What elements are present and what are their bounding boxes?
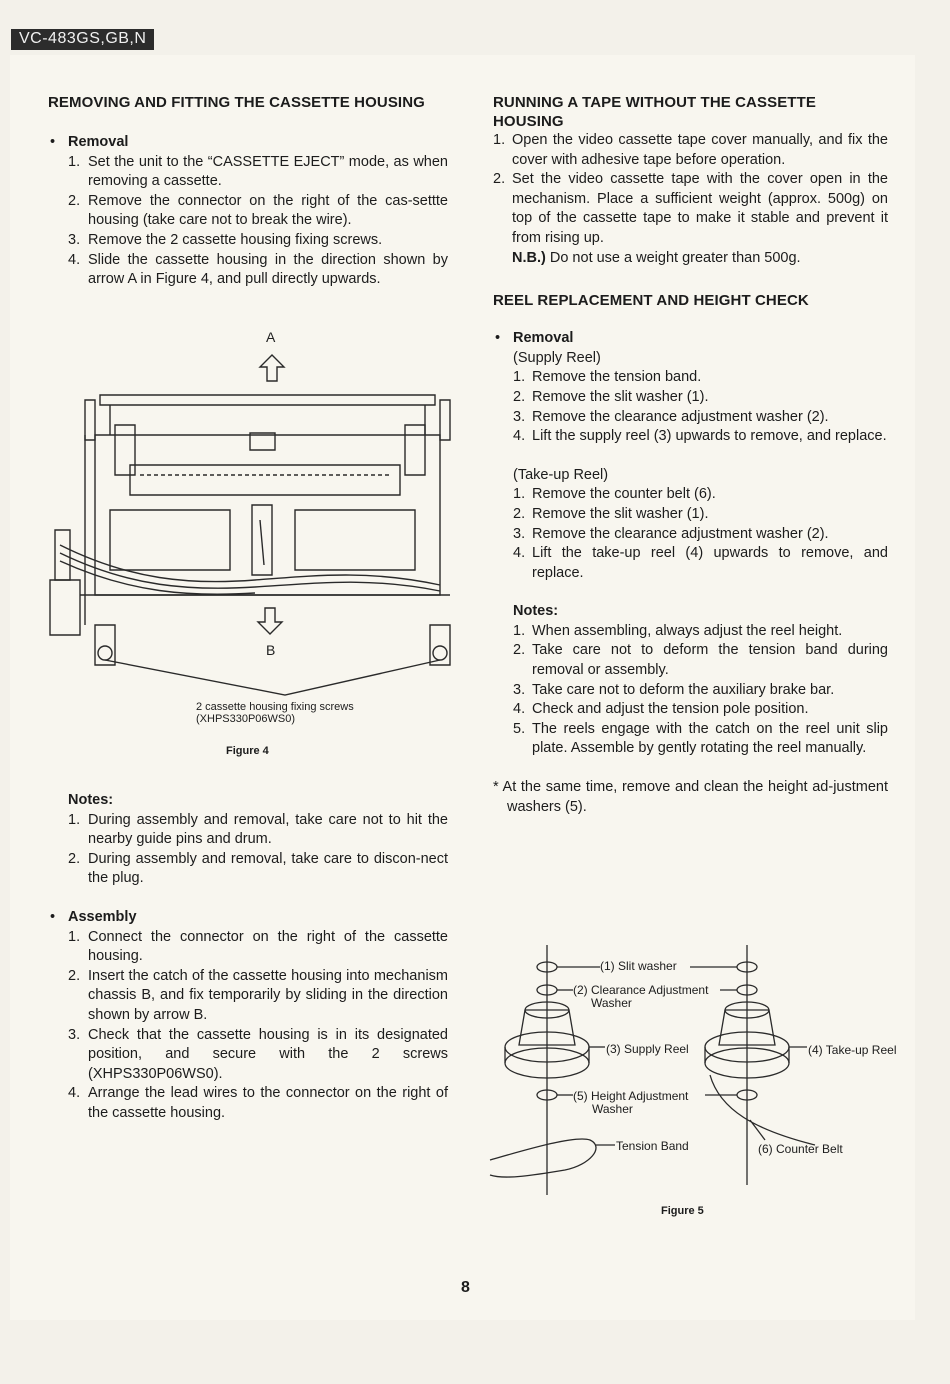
figure-4-screw-part: (XHPS330P06WS0) (196, 713, 296, 725)
fig5-counter-belt: (6) Counter Belt (758, 1142, 843, 1156)
figure-5-diagram (485, 935, 915, 1200)
step-text: Connect the connector on the right of the cassette housing. (88, 928, 448, 965)
note-text: When assembling, always adjust the reel height. (532, 622, 843, 639)
figure-4-label-b: B (266, 642, 276, 658)
nb-text: Do not use a weight greater than 500g. (545, 249, 801, 266)
takeup-step: 1. Remove the counter belt (6). (513, 486, 716, 503)
nb-note (493, 249, 888, 269)
removal-step: 3. Remove the 2 cassette housing fixing screws. (68, 231, 383, 248)
figure-4-diagram (40, 325, 460, 745)
running-step: 1. Open the video cassette tape cover manually, and fix the cover with adhesive tape before operation. (493, 132, 888, 168)
right-column (493, 93, 888, 817)
fig5-clearance-1: (2) Clearance Adjustment (573, 983, 709, 997)
assembly-heading: • Assembly (48, 908, 448, 928)
fig5-height-2: Washer (592, 1102, 633, 1116)
fig5-clearance-2: Washer (591, 996, 632, 1010)
assembly-step: 1. Connect the connector on the right of the cassette housing. (68, 928, 448, 965)
section-title-cassette-housing: REMOVING AND FITTING THE CASSETTE HOUSING (48, 94, 425, 111)
model-number-tag: VC-483GS,GB,N (11, 29, 154, 50)
reel-notes-heading: Notes: (513, 603, 559, 620)
note-item: 2. During assembly and removal, take care to discon-nect the plug. (68, 850, 448, 887)
fig5-height-1: (5) Height Adjustment (573, 1089, 689, 1103)
step-text: Open the video cassette tape cover manually, and fix the cover with adhesive tape before operation. (512, 132, 888, 168)
note-text: Take care not to deform the auxiliary brake bar. (532, 681, 835, 698)
assembly-step: 4. Arrange the lead wires to the connector on the right of the cassette housing. (68, 1085, 448, 1121)
step-text: Slide the cassette housing in the direction shown by arrow A in Figure 4, and pull directly upwards. (88, 251, 448, 288)
supply-step: 4. Lift the supply reel (3) upwards to remove, and replace. (513, 428, 887, 445)
notes-list (48, 811, 448, 889)
removal-step: 2. Remove the connector on the right of the cas-settte housing (take care not to break the wire). (68, 192, 448, 229)
supply-reel-steps (493, 368, 888, 446)
fig5-supply-reel: (3) Supply Reel (606, 1042, 689, 1056)
arrow-a-icon (260, 355, 284, 381)
reel-note: 2. Take care not to deform the tension band during removal or assembly. (513, 642, 888, 679)
assembly-steps (48, 928, 448, 1124)
note-text: Check and adjust the tension pole position. (532, 701, 809, 718)
step-text: Insert the catch of the cassette housing into mechanism chassis B, and fix temporarily by sliding in the direction shown by arrow B. (88, 967, 448, 1023)
supply-step: 3. Remove the clearance adjustment washer (2). (513, 408, 829, 425)
fig5-tension-band: Tension Band (616, 1139, 689, 1153)
step-text: Lift the supply reel (3) upwards to remove, and replace. (532, 428, 887, 445)
arrow-b-icon (258, 608, 282, 634)
step-text: Remove the counter belt (6). (532, 486, 716, 503)
note-item: 1. During assembly and removal, take care not to hit the nearby guide pins and drum. (68, 811, 448, 848)
takeup-step: 3. Remove the clearance adjustment washer (2). (513, 525, 829, 542)
supply-step: 2. Remove the slit washer (1). (513, 388, 709, 405)
nb-label: N.B.) (512, 249, 546, 266)
section-title-running-tape: RUNNING A TAPE WITHOUT THE CASSETTE HOUSING (493, 94, 816, 130)
step-text: Remove the 2 cassette housing fixing screws. (88, 231, 383, 248)
takeup-step: 2. Remove the slit washer (1). (513, 505, 709, 522)
left-lower-column (48, 791, 448, 1124)
running-step: 2. Set the video cassette tape with the cover open in the mechanism. Place a sufficient weight (approx. 500g) on top of the cassette tape to make it stable and prevent it from rising up. (493, 171, 888, 246)
removal-step: 4. Slide the cassette housing in the direction shown by arrow A in Figure 4, and pull directly upwards. (68, 251, 448, 288)
reel-note: 5. The reels engage with the catch on the reel unit slip plate. Assemble by gently rotating the reel manually. (513, 720, 888, 757)
step-text: Arrange the lead wires to the connector on the right of the cassette housing. (88, 1085, 448, 1121)
step-text: Remove the clearance adjustment washer (2). (532, 408, 829, 425)
takeup-reel-steps (493, 485, 888, 583)
fig5-takeup-reel: (4) Take-up Reel (808, 1043, 897, 1057)
reel-note: 1. When assembling, always adjust the reel height. (513, 622, 843, 639)
left-column (48, 93, 448, 290)
asterisk-note: * At the same time, remove and clean the height ad-justment washers (5). (493, 779, 888, 815)
figure-4-label-a: A (266, 329, 276, 345)
note-text: Take care not to deform the tension band during removal or assembly. (532, 642, 888, 679)
removal-steps (48, 153, 448, 290)
reel-removal-heading: • Removal (493, 329, 888, 349)
step-text: Remove the clearance adjustment washer (2). (532, 525, 829, 542)
step-text: Check that the cassette housing is in its designated position, and secure with the 2 screws (XHPS330P06WS0). (88, 1026, 448, 1082)
running-steps (493, 131, 888, 249)
reel-notes-list (493, 622, 888, 759)
figure-5-caption: Figure 5 (661, 1205, 704, 1217)
step-text: Set the unit to the “CASSETTE EJECT” mode, as when removing a cassette. (88, 153, 448, 190)
assembly-step: 2. Insert the catch of the cassette housing into mechanism chassis B, and fix temporarily by sliding in the direction shown by arrow B. (68, 967, 448, 1023)
section-title-reel-replacement: REEL REPLACEMENT AND HEIGHT CHECK (493, 292, 809, 310)
step-text: Remove the slit washer (1). (532, 505, 709, 522)
step-text: Remove the connector on the right of the cas-settte housing (take care not to break the wire). (88, 192, 448, 229)
takeup-reel-heading: (Take-up Reel) (513, 466, 609, 483)
reel-note: 3. Take care not to deform the auxiliary brake bar. (513, 681, 835, 698)
takeup-step: 4. Lift the take-up reel (4) upwards to remove, and replace. (513, 545, 888, 581)
removal-step: 1. Set the unit to the “CASSETTE EJECT” mode, as when removing a cassette. (68, 153, 448, 190)
fig5-slit-washer: (1) Slit washer (600, 959, 677, 973)
step-text: Set the video cassette tape with the cover open in the mechanism. Place a sufficient weight (approx. 500g) on top of the cassette tape to make it stable and prevent it from rising up. (512, 171, 888, 246)
step-text: Lift the take-up reel (4) upwards to remove, and replace. (532, 545, 888, 581)
figure-4-screw-label: 2 cassette housing fixing screws (196, 701, 354, 713)
notes-heading: Notes: (68, 792, 114, 808)
note-text: The reels engage with the catch on the reel unit slip plate. Assemble by gently rotating the reel manually. (532, 720, 888, 757)
step-text: Remove the tension band. (532, 369, 702, 386)
reel-note: 4. Check and adjust the tension pole position. (513, 701, 809, 718)
removal-heading: • Removal (48, 133, 448, 153)
note-text: During assembly and removal, take care to discon-nect the plug. (88, 850, 448, 887)
supply-reel-heading: (Supply Reel) (513, 349, 601, 366)
step-text: Remove the slit washer (1). (532, 388, 709, 405)
note-text: During assembly and removal, take care not to hit the nearby guide pins and drum. (88, 811, 448, 848)
page-number: 8 (461, 1279, 470, 1296)
assembly-step: 3. Check that the cassette housing is in its designated position, and secure with the 2 screws (XHPS330P06WS0). (68, 1026, 448, 1082)
supply-step: 1. Remove the tension band. (513, 369, 702, 386)
figure-4-caption: Figure 4 (226, 745, 269, 757)
